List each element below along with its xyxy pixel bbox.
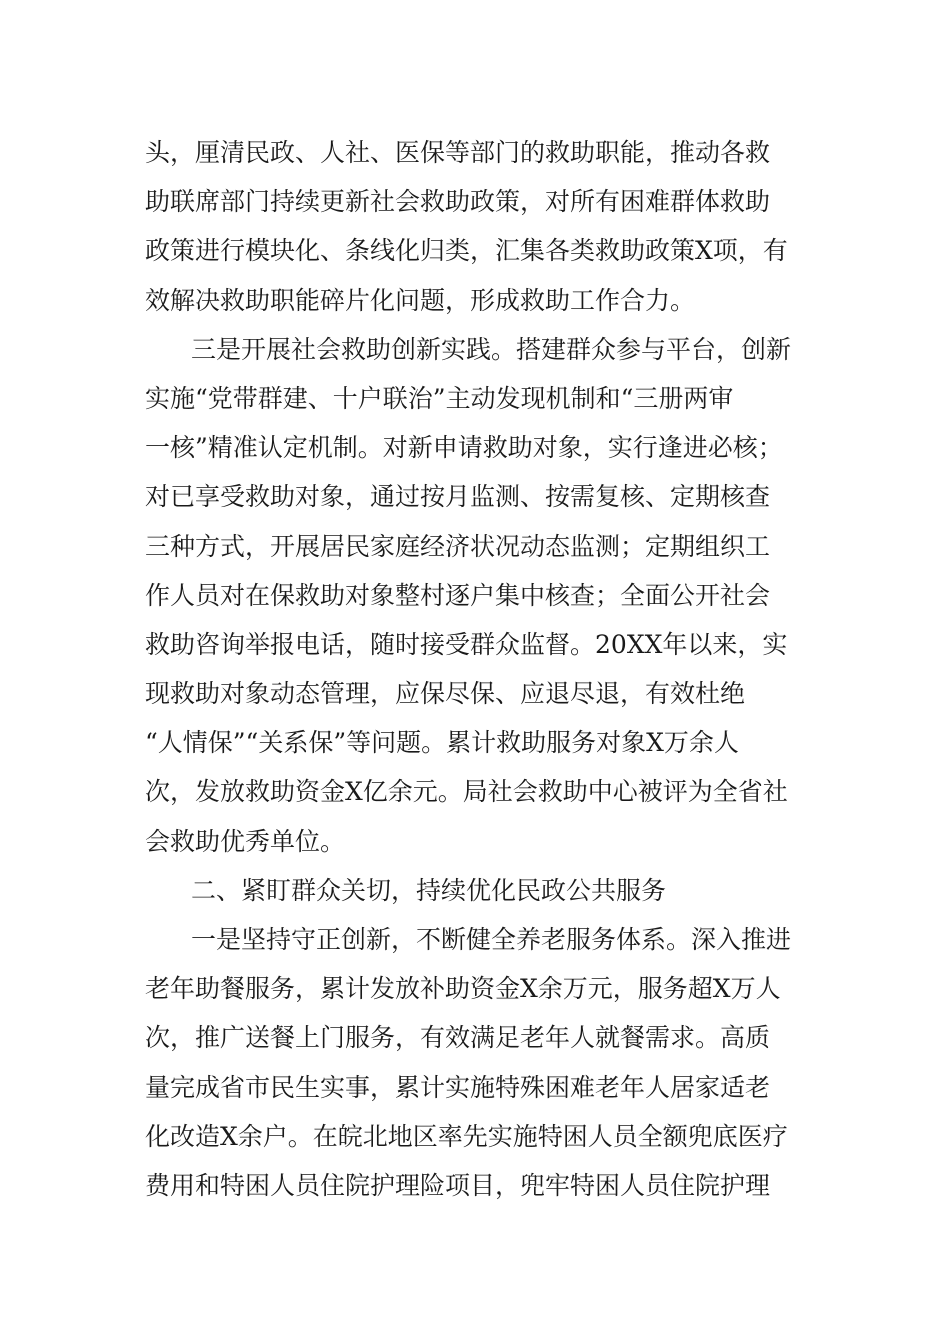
text-line: 效解决救助职能碎片化问题，形成救助工作合力。: [145, 285, 696, 315]
text-line: 一核”精准认定机制。对新申请救助对象，实行逢进必核；: [145, 433, 783, 463]
text-line: “人情保”“关系保”等问题。累计救助服务对象X万余人: [145, 728, 739, 758]
text-line: 三种方式，开展居民家庭经济状况动态监测；定期组织工: [145, 531, 771, 561]
text-line: 会救助优秀单位。: [145, 826, 346, 856]
text-line: 现救助对象动态管理，应保尽保、应退尽退，有效杜绝: [145, 679, 746, 709]
text-line: 次，推广送餐上门服务，有效满足老年人就餐需求。高质: [145, 1023, 771, 1053]
paragraph-first-line: 二、紧盯群众关切，持续优化民政公共服务: [191, 875, 667, 905]
text-line: 对已享受救助对象，通过按月监测、按需复核、定期核查: [145, 482, 771, 512]
text-line: 老年助餐服务，累计发放补助资金X余万元，服务超X万人: [145, 974, 781, 1004]
paragraph-first-line: 三是开展社会救助创新实践。搭建群众参与平台，创新: [191, 334, 792, 364]
text-line: 费用和特困人员住院护理险项目，兜牢特困人员住院护理: [145, 1170, 771, 1200]
text-line: 救助咨询举报电话，随时接受群众监督。20XX年以来，实: [145, 629, 788, 659]
text-line: 助联席部门持续更新社会救助政策，对所有困难群体救助: [145, 187, 771, 217]
text-line: 量完成省市民生实事，累计实施特殊困难老年人居家适老: [145, 1072, 771, 1102]
text-line: 作人员对在保救助对象整村逐户集中核查；全面公开社会: [145, 580, 771, 610]
text-line: 次，发放救助资金X亿余元。局社会救助中心被评为全省社: [145, 777, 788, 807]
text-line: 头，厘清民政、人社、医保等部门的救助职能，推动各救: [145, 138, 771, 167]
text-line: 化改造X余户。在皖北地区率先实施特困人员全额兜底医疗: [145, 1121, 788, 1151]
document-body: [145, 128, 815, 1210]
text-line: 实施“党带群建、十户联治”主动发现机制和“三册两审: [145, 383, 734, 413]
paragraph-first-line: 一是坚持守正创新，不断健全养老服务体系。深入推进: [191, 925, 792, 954]
text-line: 政策进行模块化、条线化归类，汇集各类救助政策X项，有: [145, 236, 788, 266]
